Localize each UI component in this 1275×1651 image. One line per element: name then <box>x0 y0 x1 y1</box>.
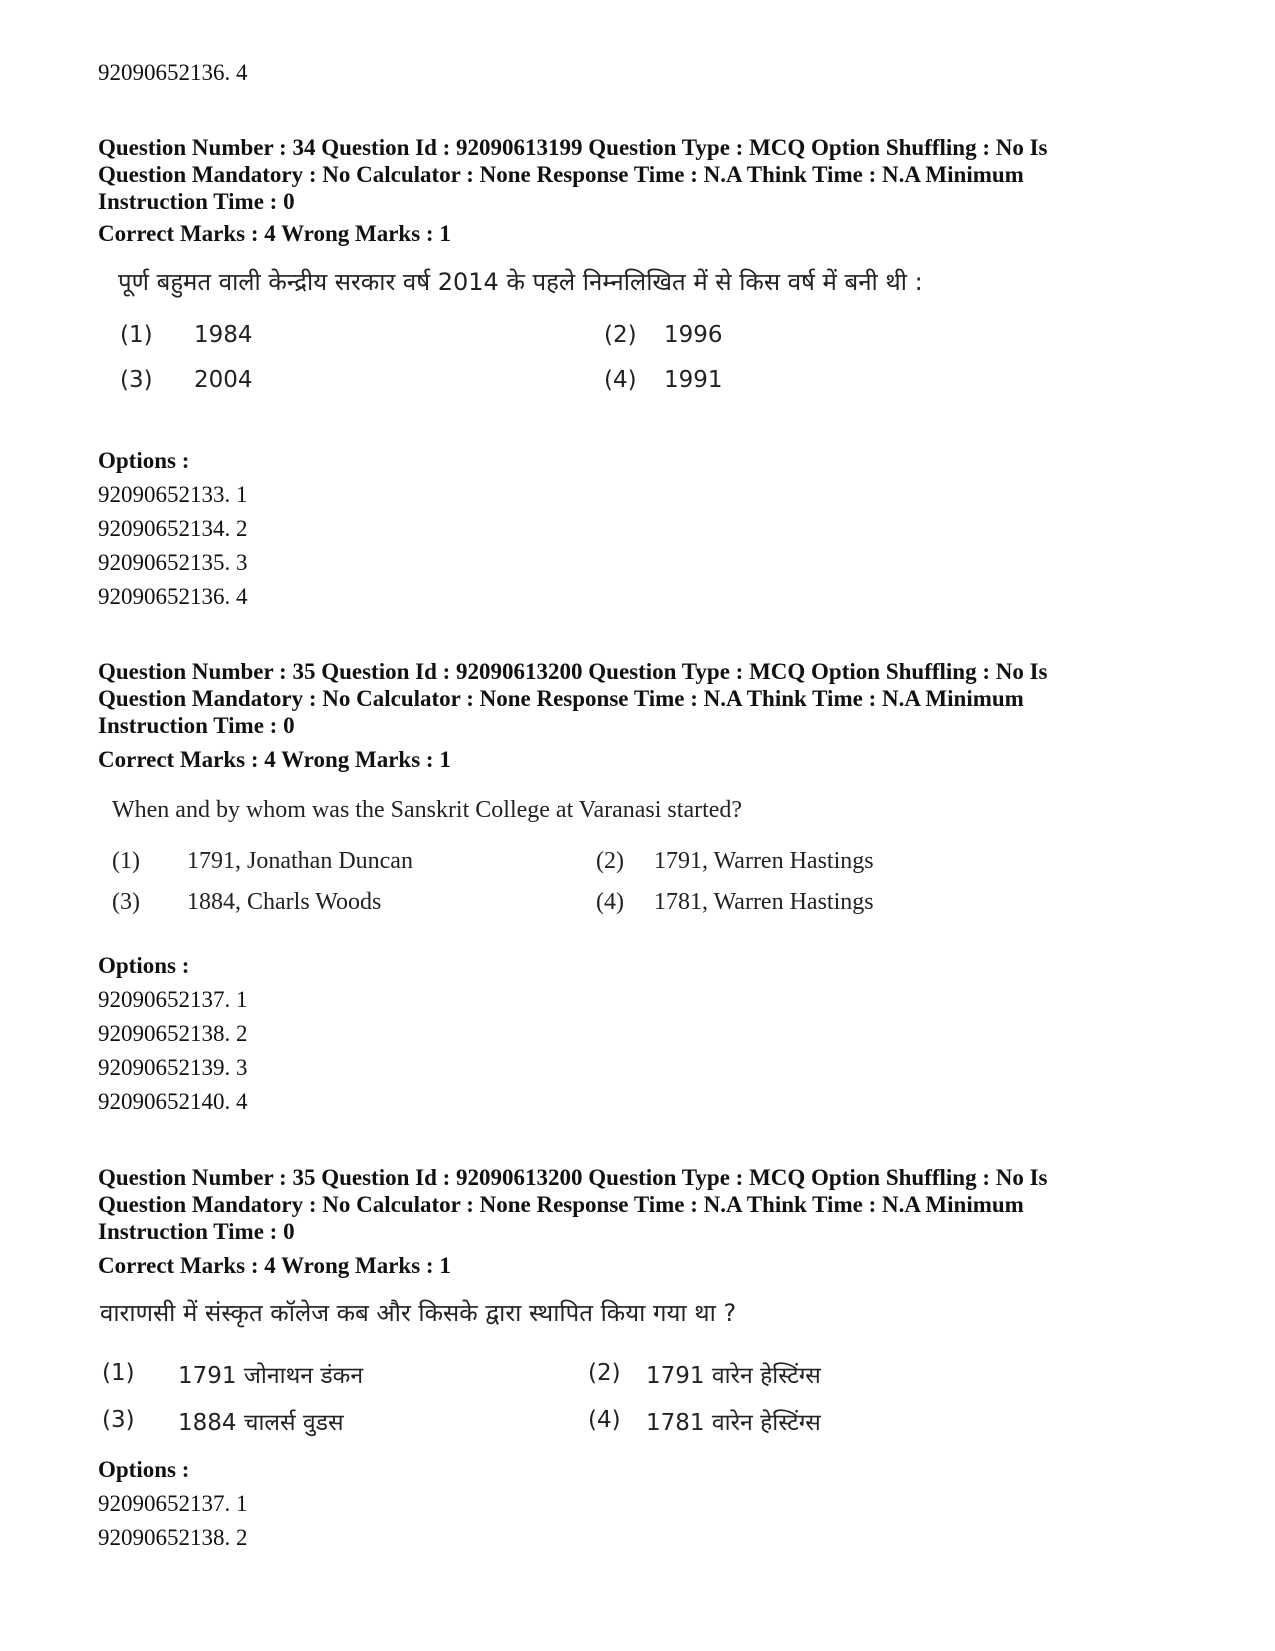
choice-number: (1) <box>120 322 153 348</box>
option-id: 92090652136. 4 <box>98 584 248 609</box>
choice-number: (4) <box>596 889 624 915</box>
choice-text: 1984 <box>194 322 253 348</box>
option-id: 92090652138. 2 <box>98 1525 248 1550</box>
choice-number: (2) <box>604 322 637 348</box>
choice-text: 1781, Warren Hastings <box>654 889 874 915</box>
choice-text: 1884 चालर्स वुडस <box>178 1410 344 1436</box>
choice-number: (3) <box>112 889 140 915</box>
choice-number: (2) <box>596 848 624 874</box>
options-label: Options : <box>98 1457 190 1482</box>
options-label: Options : <box>98 448 190 473</box>
options-label: Options : <box>98 953 190 978</box>
question-header-line3: Instruction Time : 0 <box>98 189 295 214</box>
question-header-line1: Question Number : 35 Question Id : 92090613200 Question Type : MCQ Option Shuffling : No Is <box>98 1165 1048 1190</box>
choice-text: 1781 वारेन हेस्टिंग्स <box>646 1410 821 1436</box>
question-header-line1: Question Number : 34 Question Id : 92090613199 Question Type : MCQ Option Shuffling : No Is <box>98 135 1048 160</box>
question-header-line2: Question Mandatory : No Calculator : None Response Time : N.A Think Time : N.A Minimum <box>98 686 1024 711</box>
choice-number: (1) <box>112 848 140 874</box>
choice-number: (1) <box>102 1360 135 1386</box>
choice-text: 1996 <box>664 322 723 348</box>
option-id: 92090652135. 3 <box>98 550 248 575</box>
choice-number: (4) <box>604 367 637 393</box>
option-id: 92090652137. 1 <box>98 1491 248 1516</box>
question-text: पूर्ण बहुमत वाली केन्द्रीय सरकार वर्ष 2014 के पहले निम्नलिखित में से किस वर्ष में बनी थी : <box>118 268 923 296</box>
option-id: 92090652139. 3 <box>98 1055 248 1080</box>
choice-number: (4) <box>588 1407 621 1433</box>
question-marks: Correct Marks : 4 Wrong Marks : 1 <box>98 747 451 772</box>
question-header-line1: Question Number : 35 Question Id : 92090613200 Question Type : MCQ Option Shuffling : No Is <box>98 659 1048 684</box>
question-text: When and by whom was the Sanskrit College at Varanasi started? <box>112 797 743 823</box>
choice-text: 1791 जोनाथन डंकन <box>178 1363 364 1389</box>
choice-text: 1791, Jonathan Duncan <box>187 848 413 874</box>
option-id: 92090652140. 4 <box>98 1089 248 1114</box>
choice-text: 1791, Warren Hastings <box>654 848 874 874</box>
option-id: 92090652134. 2 <box>98 516 248 541</box>
choice-number: (2) <box>588 1360 621 1386</box>
choice-text: 1991 <box>664 367 723 393</box>
option-id: 92090652138. 2 <box>98 1021 248 1046</box>
question-marks: Correct Marks : 4 Wrong Marks : 1 <box>98 221 451 246</box>
choice-number: (3) <box>102 1407 135 1433</box>
question-text: वाराणसी में संस्कृत कॉलेज कब और किसके द्वारा स्थापित किया गया था ? <box>100 1299 737 1327</box>
question-header-line2: Question Mandatory : No Calculator : None Response Time : N.A Think Time : N.A Minimum <box>98 1192 1024 1217</box>
choice-text: 1884, Charls Woods <box>187 889 382 915</box>
choice-text: 1791 वारेन हेस्टिंग्स <box>646 1363 821 1389</box>
question-header-line3: Instruction Time : 0 <box>98 713 295 738</box>
choice-text: 2004 <box>194 367 253 393</box>
top-option-fragment: 92090652136. 4 <box>98 60 248 85</box>
question-header-line3: Instruction Time : 0 <box>98 1219 295 1244</box>
option-id: 92090652133. 1 <box>98 482 248 507</box>
choice-number: (3) <box>120 367 153 393</box>
question-header-line2: Question Mandatory : No Calculator : None Response Time : N.A Think Time : N.A Minimum <box>98 162 1024 187</box>
question-marks: Correct Marks : 4 Wrong Marks : 1 <box>98 1253 451 1278</box>
option-id: 92090652137. 1 <box>98 987 248 1012</box>
